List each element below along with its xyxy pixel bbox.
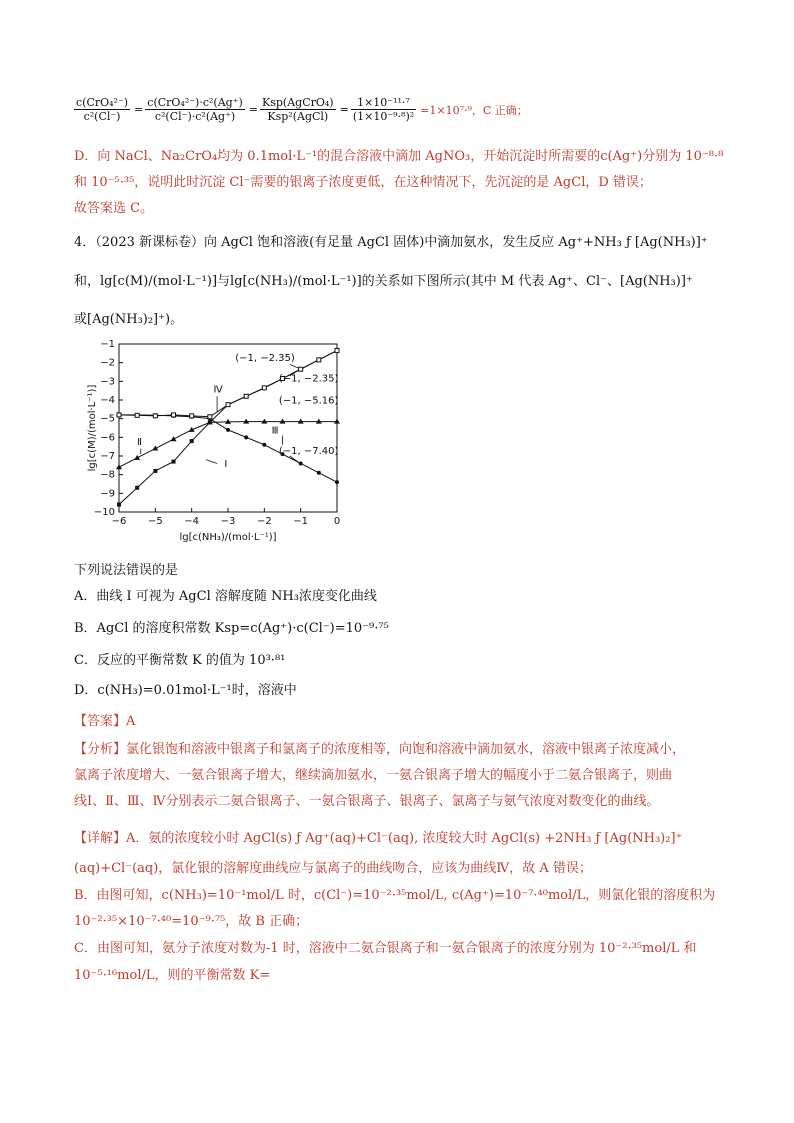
detail-line5: C．由图可知，氨分子浓度对数为-1 时，溶液中二氨合银离子和一氨合银离子的浓度分别为 10⁻²·³⁵mol/L 和 [74,941,697,956]
f3-den: Ksp²(AgCl) [267,110,329,123]
annotation-label: Ⅱ [137,436,143,448]
answer-choice: 故答案选 C。 [74,201,154,216]
annotation-arrow [290,365,299,369]
question-line2: 和，lg[c(M)/(mol·L⁻¹)]与lg[c(NH₃)/(mol·L⁻¹)]的关系如下图所示(其中 M 代表 Ag⁺、Cl⁻、[Ag(NH₃)]⁺ [74,274,693,289]
f4-den: (1×10⁻⁹·⁸)² [352,110,415,123]
analysis-line1: 【分析】氯化银饱和溶液中银离子和氯离子的浓度相等，向饱和溶液中滴加氨水，溶液中银离子浓度减小， [74,742,686,757]
point-IV [226,403,230,407]
point-II [261,419,267,424]
point-IV [117,413,121,417]
point-IV [172,413,176,417]
point-II [243,419,249,424]
point-IV [153,414,157,418]
annotation-label: (−1, −2.35) [278,373,339,385]
question-line3: 或[Ag(NH₃)₂]⁺)。 [74,312,184,327]
point-III [299,461,303,465]
point-III [335,480,339,484]
y-tick-label: −6 [100,432,115,444]
question-line1: 4．（2023 新课标卷）向 AgCl 饱和溶液(有足量 AgCl 固体)中滴加氨水，发生反应 Ag⁺+NH₃ ƒ [Ag(NH₃)]⁺ [74,235,708,250]
point-II [280,419,286,424]
option-d-line1: D．向 NaCl、Na₂CrO₄均为 0.1mol·L⁻¹的混合溶液中滴加 AgNO₃，开始沉淀时所需要的c(Ag⁺)分别为 10⁻⁸·⁸ [74,149,724,164]
point-II [152,446,158,451]
f4-num: 1×10⁻¹¹·⁷ [351,96,416,110]
detail-line1: 【详解】A．氨的浓度较小时 AgCl(s) ƒ Ag⁺(aq)+Cl⁻(aq), 浓度较大时 AgCl(s) +2NH₃ ƒ [Ag(NH₃)₂]⁺ [74,831,683,846]
point-IV [262,386,266,390]
f1-den: c²(Cl⁻) [83,110,121,123]
y-tick-label: −2 [100,357,115,369]
annotation-label: (−1, −7.40) [278,446,339,458]
annotation-label: (−1, −2.35) [235,352,295,364]
point-IV [244,394,248,398]
answer-label: 【答案】A [74,714,136,729]
point-III [244,435,248,439]
y-tick-label: −3 [100,376,115,388]
annotation-label: Ⅲ [271,425,279,437]
analysis-line2: 氯离子浓度增大、一氨合银离子增大，继续滴加氨水，一氨合银离子增大的幅度小于二氨合银离子，则曲 [74,768,673,783]
point-I [135,486,139,490]
point-II [116,464,122,469]
y-axis-label: lg[c(M)/(mol·L⁻¹)] [87,384,98,472]
f2-num: c(CrO₄²⁻)·c²(Ag⁺) [147,96,243,109]
point-IV [299,367,303,371]
option-b: B．AgCl 的溶度积常数 Ksp=c(Ag⁺)·c(Cl⁻)=10⁻⁹·⁷⁵ [74,621,389,636]
point-IV [335,349,339,353]
point-IV [190,414,194,418]
x-tick-label: −4 [184,516,200,527]
x-tick-label: −6 [111,516,127,527]
stem-prompt: 下列说法错误的是 [74,563,179,578]
annotation-arrow [206,460,217,464]
detail-line3: B．由图可知，c(NH₃)=10⁻¹mol/L 时，c(Cl⁻)=10⁻²·³⁵mol/L, c(Ag⁺)=10⁻⁷·⁴⁰mol/L，则氯化银的溶度积为 [74,888,716,903]
option-d: D．c(NH₃)=0.01mol·L⁻¹时，溶液中 [74,683,297,698]
f1-num: c(CrO₄²⁻) [76,96,129,109]
y-tick-label: −7 [100,451,115,462]
option-a: A．曲线 I 可视为 AgCl 溶解度随 NH₃浓度变化曲线 [74,589,377,604]
x-tick-label: −1 [293,516,309,527]
detail-line6: 10⁻⁵·¹⁶mol/L，则的平衡常数 K= [74,968,271,983]
option-d-line2: 和 10⁻⁵·³⁵，说明此时沉淀 Cl⁻需要的银离子浓度更低，在这种情况下，先沉淀的是 AgCl，D 错误； [74,175,652,190]
analysis-line3: 线Ⅰ、Ⅱ、Ⅲ、Ⅳ分别表示二氨合银离子、一氨合银离子、银离子、氯离子与氨气浓度对数变化的曲线。 [74,794,660,809]
point-I [117,503,121,507]
point-IV [317,358,321,362]
point-III [262,443,266,447]
x-tick-label: −5 [147,516,163,527]
x-tick-label: −2 [256,516,272,527]
detail-line4: 10⁻²·³⁵×10⁻⁷·⁴⁰=10⁻⁹·⁷⁵，故 B 正确； [74,914,309,929]
y-tick-label: −9 [100,488,115,500]
x-tick-label: −3 [220,516,236,527]
y-tick-label: −5 [100,413,115,425]
y-tick-label: −1 [100,339,115,350]
f3-num: Ksp(AgCrO₄) [262,96,334,109]
point-II [171,436,177,441]
solubility-chart [85,338,355,550]
point-III [226,428,230,432]
point-IV [135,413,139,417]
point-III [317,471,321,475]
point-I [172,460,176,464]
point-II [134,455,140,460]
y-tick-label: −4 [100,395,115,406]
y-tick-label: −8 [100,469,115,481]
annotation-label: (−1, −5.16) [278,395,339,407]
formula-tail: =1×10⁷·⁹，C 正确； [420,103,528,117]
ratio-formula: $\frac{\text{c(CrO₄²⁻)}}{\text{c²(Cl⁻)}}$ = $\frac{\text{c(CrO₄²⁻)·c²(Ag⁺)}}{\text{c²(Cl⁻)·c²(Ag⁺)}}$ = $\frac{\text{Ksp(AgCrO₄)}}{\text{Ksp²(AgCl)}}$ = $\frac{\text{1×10⁻¹¹·⁷}}{\text{(1×10⁻⁹·⁸)²}}$ =1×10⁷·⁹，C 正确； [76,96,528,123]
detail-line2: (aq)+Cl⁻(aq)，氯化银的溶解度曲线应与氯离子的曲线吻合，应该为曲线Ⅳ，故 A 错误； [74,861,592,876]
annotation-label: Ⅳ [213,384,223,396]
option-c: C．反应的平衡常数 K 的值为 10³·⁸¹ [74,653,286,668]
f2-den: c²(Cl⁻)·c²(Ag⁺) [154,110,236,123]
point-II [298,419,304,424]
x-axis-label: lg[c(NH₃)/(mol·L⁻¹)] [179,532,277,543]
annotation-label: Ⅰ [224,459,228,471]
point-II [334,419,340,424]
point-II [316,419,322,424]
point-I [190,439,194,443]
point-I [153,469,157,473]
y-tick-label: −10 [93,507,115,518]
x-tick-label: 0 [333,516,341,527]
point-IV [208,415,212,419]
